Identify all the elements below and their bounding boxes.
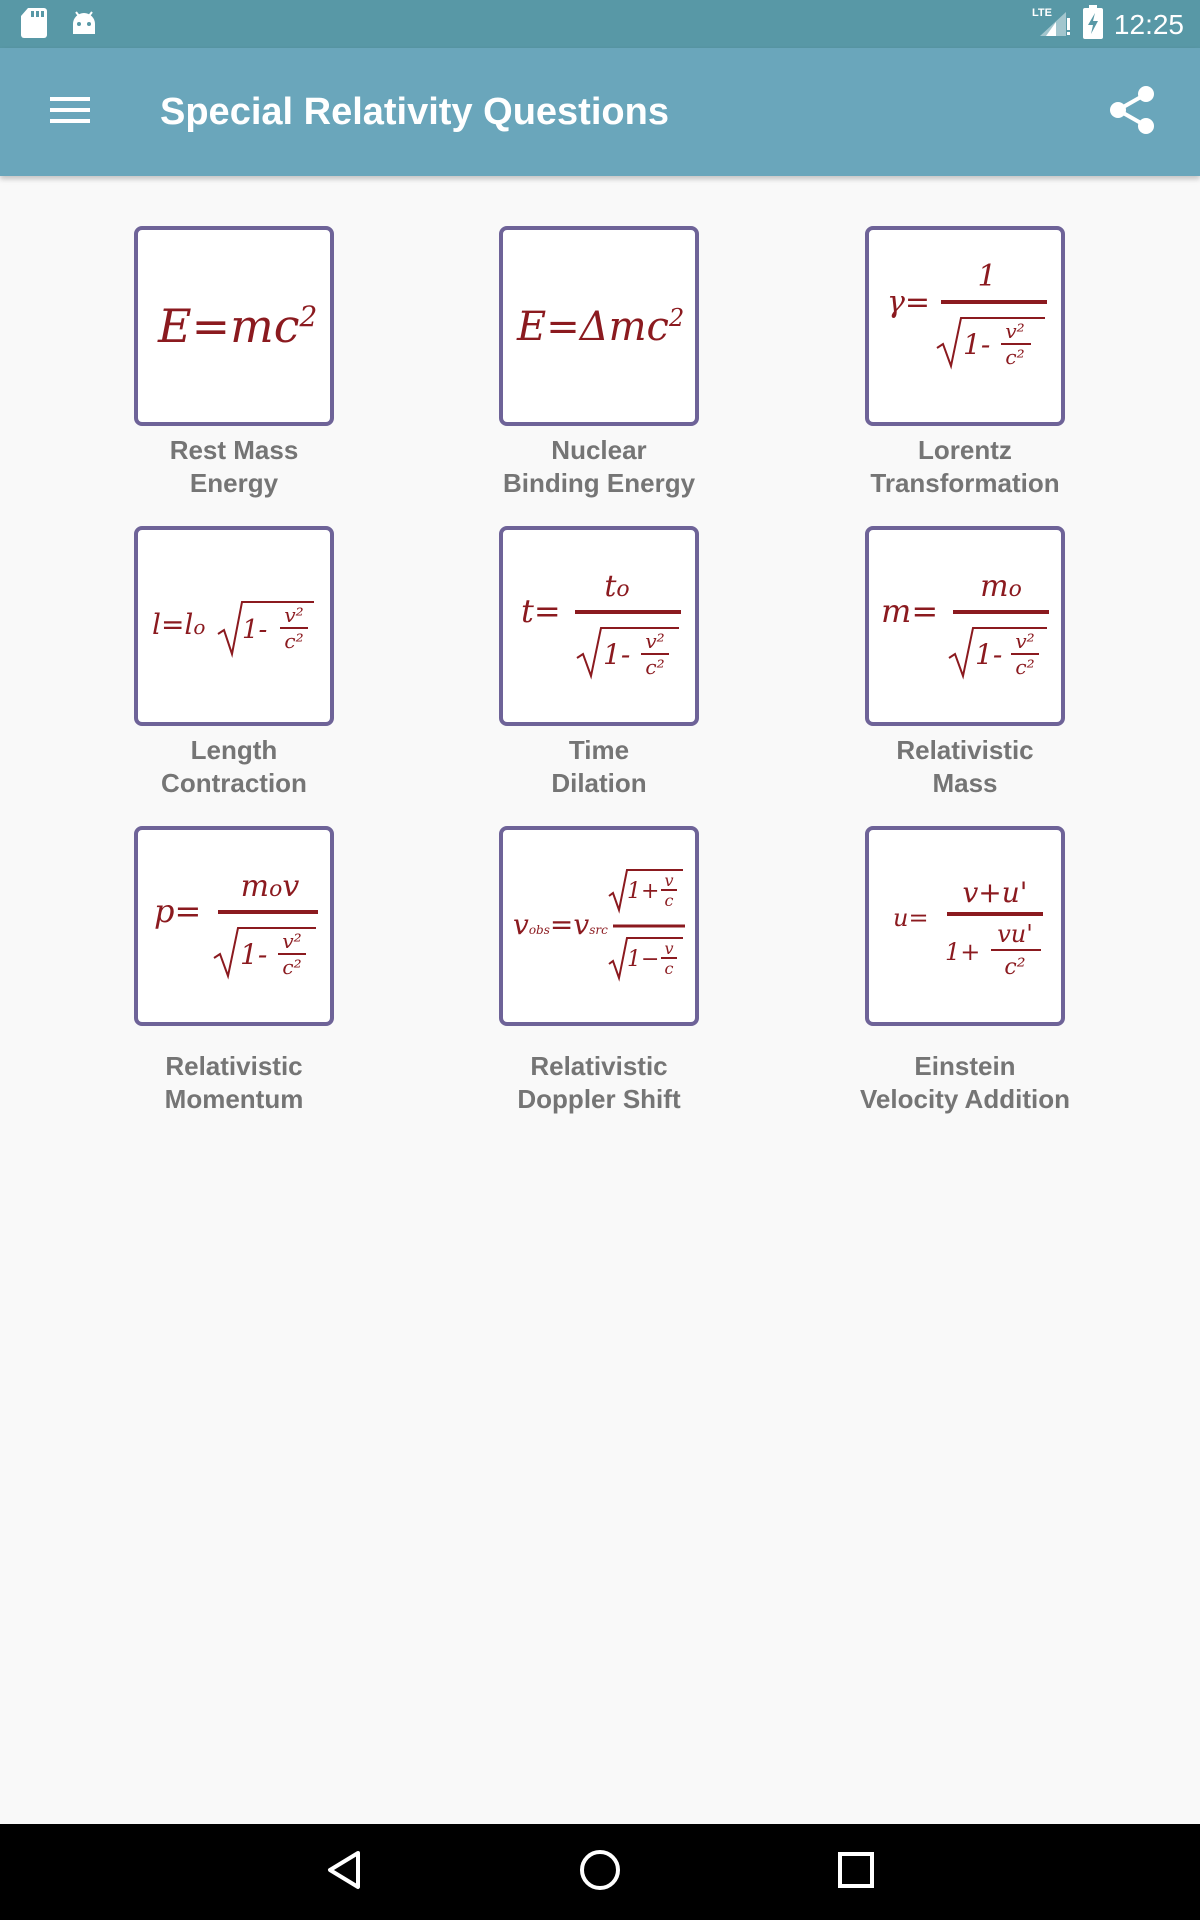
svg-text:v²: v² [284,603,304,627]
svg-text:to: to [604,569,630,604]
svg-text:v: v [664,871,674,890]
share-icon [1108,84,1156,141]
svg-text:1-: 1- [240,938,268,971]
svg-text:1+: 1+ [627,879,660,904]
svg-text:E=mc2: $E=mc^2$ [158,299,318,353]
svg-text:c: c [664,959,674,978]
svg-text:1-: 1- [975,638,1003,671]
svg-text:v²: v² [1005,319,1025,343]
topic-label: Relativistic Mass [896,735,1034,798]
svg-text:m=: m= [881,592,939,630]
back-icon [324,1849,364,1896]
formula-card [865,526,1065,726]
formula-card [134,826,334,1026]
topic-label: Length Contraction [161,735,307,798]
einstein-velocity-addition-formula [869,830,1061,1022]
svg-text:v²: v² [645,629,665,653]
hamburger-menu-icon [50,95,90,130]
sd-card-icon [20,8,48,43]
topic-label: Rest Mass Energy [169,435,299,498]
svg-text:c²: c² [1004,955,1026,980]
svg-text:1-: 1- [242,615,268,645]
svg-text:c²: c² [645,655,665,679]
formula-card [499,226,699,426]
clock: 12:25 [1113,8,1184,40]
svg-text:1-: 1- [963,328,991,361]
topic-label: Nuclear Binding Energy [502,435,696,498]
relativistic-doppler-shift-formula [503,830,695,1022]
formula-card [134,226,334,426]
svg-text:c²: c² [1005,345,1025,369]
svg-text:1-: 1- [603,638,631,671]
formula-card [499,526,699,726]
lorentz-transformation-formula [869,230,1061,422]
formula-card [865,826,1065,1026]
svg-text:c²: c² [282,955,302,979]
page-title: Special Relativity Questions [160,91,669,133]
formula-card [134,526,334,726]
svg-text:v+u': v+u' [962,876,1028,909]
svg-text:mo: mo [980,569,1022,604]
svg-text:v²: v² [282,929,302,953]
network-type-label: LTE [1031,7,1052,19]
home-button[interactable] [570,1844,630,1900]
length-contraction-formula [138,530,330,722]
battery-charging-icon [1082,5,1104,44]
svg-text:E=Δmc2: E=Δmc$^2$ [517,304,685,350]
svg-text:l=lo: l=lo [152,608,206,641]
relativistic-momentum-formula [138,830,330,1022]
share-button[interactable] [1104,84,1160,140]
lte-signal-icon [1032,4,1072,45]
svg-text:c²: c² [284,629,304,653]
navigation-bar [0,1824,1200,1920]
svg-text:vu': vu' [997,920,1033,948]
android-debug-icon [70,8,98,43]
svg-text:1: 1 [977,259,997,294]
svg-text:c²: c² [1015,655,1035,679]
topic-label: Lorentz Transformation [870,435,1060,498]
time-dilation-formula [503,530,695,722]
topic-label: Einstein Velocity Addition [860,1051,1070,1114]
formula-card [865,226,1065,426]
formula-card [499,826,699,1026]
topic-label: Time Dilation [551,735,647,798]
recents-button[interactable] [826,1844,886,1900]
svg-text:vobs=vsrc: vobs=vsrc [513,908,608,941]
svg-text:t=: t= [521,592,561,630]
svg-text:1+: 1+ [945,938,981,966]
relativistic-mass-formula [869,530,1061,722]
svg-text:u=: u= [893,904,929,932]
back-button[interactable] [314,1844,374,1900]
menu-button[interactable] [40,88,100,136]
svg-text:mov: mov [240,869,300,904]
topic-label: Relativistic Doppler Shift [517,1051,681,1114]
svg-text:1−: 1− [627,947,660,972]
status-bar [0,0,1200,48]
home-icon [578,1848,622,1897]
app-bar [0,48,1200,176]
svg-text:v²: v² [1015,629,1035,653]
nuclear-binding-energy-formula [503,230,695,422]
svg-text:v: v [664,939,674,958]
topic-label: Relativistic Momentum [164,1051,304,1114]
svg-text:c: c [664,891,674,910]
rest-mass-energy-formula [138,230,330,422]
recents-icon [836,1850,876,1895]
svg-text:p=: p= [154,892,202,930]
svg-text:γ=: γ= [887,285,931,320]
